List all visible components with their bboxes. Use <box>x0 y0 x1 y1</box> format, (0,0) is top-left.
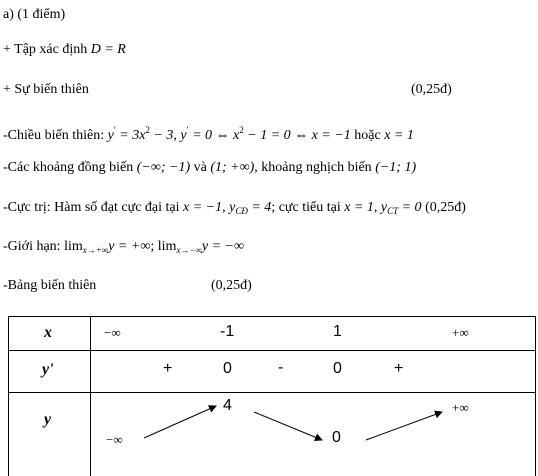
variation-arrows <box>8 316 536 476</box>
extrema-sub-ct: CT <box>387 206 399 216</box>
arrow-up-1 <box>144 406 216 438</box>
limits-lim-2: lim <box>157 239 177 254</box>
yprime-sign-3: + <box>394 360 404 377</box>
domain-line <box>3 42 126 58</box>
yprime-zero-1: 0 <box>223 360 232 377</box>
monotonic-math-a: y <box>107 128 114 143</box>
limits-sub-2: x→−∞ <box>176 245 202 255</box>
intervals-prefix: -Các khoảng đồng biến <box>3 160 137 175</box>
y-value-max: 4 <box>223 397 232 414</box>
intervals-math-3: (−1; 1) <box>375 160 417 175</box>
domain-math: D = R <box>90 42 126 57</box>
arrow-down <box>254 412 322 440</box>
monotonic-prefix: -Chiều biến thiên: <box>3 128 108 143</box>
yprime-sign-2: - <box>278 359 284 376</box>
extrema-math-1: x = −1, y <box>183 200 236 215</box>
limits-lim-1: lim <box>64 239 83 254</box>
extrema-sub-cd: CĐ <box>235 206 248 216</box>
limits-prefix: -Giới hạn: <box>3 239 65 254</box>
y-value-pos-inf: +∞ <box>452 400 469 415</box>
limits-math-1: y = +∞ <box>108 239 151 254</box>
intervals-mid: , khoảng nghịch biến <box>254 160 376 175</box>
limits-sub-1: x→+∞ <box>82 245 109 255</box>
limits-sep: ; <box>150 239 158 254</box>
extrema-line <box>3 200 466 219</box>
part-a-heading: a) (1 điểm) <box>3 7 66 22</box>
monotonic-or: hoặc <box>354 128 381 143</box>
row-y-label: y <box>44 411 52 428</box>
limits-line <box>3 239 244 258</box>
yprime-sign-1: + <box>163 360 173 377</box>
table-title: -Bảng biến thiên <box>3 278 97 293</box>
monotonic-line: -Chiều biến thiên: $y' = 3x^2 - 3$, y′ = 0 ⇔ $x^2 - 1 = 0$ ⇔ x = −1 hoặc x = 1 <box>3 125 414 143</box>
x-value-one: 1 <box>333 323 342 340</box>
extrema-math-4: = 0 <box>398 200 422 215</box>
y-value-min: 0 <box>332 429 341 446</box>
x-value-neg-inf: −∞ <box>104 325 121 340</box>
extrema-prefix: -Cực trị: Hàm số đạt cực đại tại <box>3 200 184 215</box>
variation-table <box>8 316 536 476</box>
domain-prefix: + Tập xác định <box>3 42 91 57</box>
x-value-pos-inf: +∞ <box>452 325 469 340</box>
y-value-neg-inf: −∞ <box>106 432 123 447</box>
intervals-math-1: (−∞; −1) <box>136 160 191 175</box>
limits-math-2: y = −∞ <box>201 239 244 254</box>
monotonic-math-e: − 1 = 0 ⇔ x = −1 <box>243 128 355 143</box>
extrema-math-2: = 4 <box>247 200 272 215</box>
extrema-mid: ; cực tiểu tại <box>271 200 345 215</box>
arrow-up-2 <box>366 412 442 440</box>
extrema-score: (0,25đ) <box>421 200 466 215</box>
monotonic-math-c: − 3, y <box>149 128 187 143</box>
variation-score: (0,25đ) <box>411 82 452 97</box>
row-x-label: x <box>44 324 52 341</box>
yprime-zero-2: 0 <box>333 360 342 377</box>
monotonic-math-b: = 3x <box>115 128 146 143</box>
table-score: (0,25đ) <box>211 278 252 293</box>
x-value-minus-one: -1 <box>220 323 235 340</box>
intervals-math-2: (1; +∞) <box>210 160 255 175</box>
intervals-and: và <box>190 160 211 175</box>
monotonic-math-f: x = 1 <box>380 128 414 143</box>
variation-line: + Sự biến thiên <box>3 82 89 97</box>
monotonic-math-d: = 0 ⇔ x <box>188 128 240 143</box>
extrema-math-3: x = 1, y <box>344 200 388 215</box>
intervals-line <box>3 160 416 176</box>
row-yprime-label: y' <box>42 361 54 378</box>
